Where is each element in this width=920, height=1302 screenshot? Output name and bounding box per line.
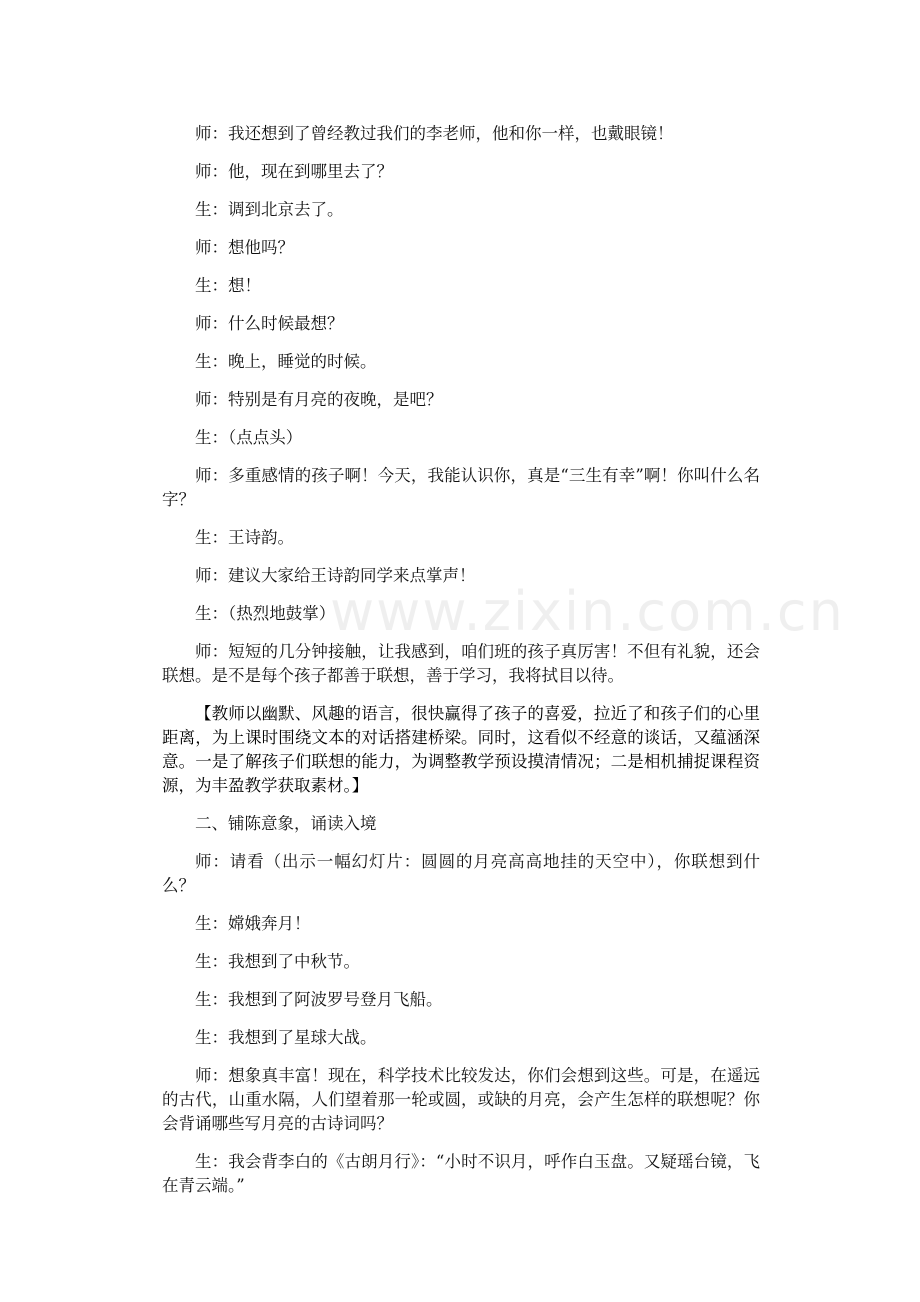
dialogue-paragraph: 生：晚上，睡觉的时候。 [195, 352, 377, 371]
dialogue-paragraph: 师：建议大家给王诗韵同学来点掌声！ [195, 566, 476, 585]
dialogue-paragraph: 生：我会背李白的《古朗月行》：“小时不识月，呼作白玉盘。又疑瑶台镜，飞在青云端。” [162, 1152, 760, 1195]
section-heading: 二、铺陈意象，诵读入境 [195, 814, 377, 833]
dialogue-paragraph: 师：我还想到了曾经教过我们的李老师，他和你一样，也戴眼镜！ [195, 124, 674, 143]
dialogue-paragraph: 师：他，现在到哪里去了？ [195, 162, 393, 181]
dialogue-paragraph: 生：嫦娥奔月！ [195, 914, 311, 933]
document-body [162, 122, 760, 1212]
dialogue-paragraph: 生：（点点头） [195, 428, 303, 447]
dialogue-paragraph: 师：多重感情的孩子啊！今天，我能认识你，真是“三生有幸”啊！你叫什么名字？ [162, 466, 760, 509]
dialogue-paragraph: 生：我想到了阿波罗号登月飞船。 [195, 990, 443, 1009]
watermark: www.zixin.com.cn [330, 580, 845, 643]
dialogue-paragraph: 师：短短的几分钟接触，让我感到，咱们班的孩子真厉害！不但有礼貌，还会联想。是不是每个孩子都善于联想，善于学习，我将拭目以待。 [162, 642, 760, 685]
dialogue-paragraph: 师：想象真丰富！现在，科学技术比较发达，你们会想到这些。可是，在遥远的古代，山重水隔，人们望着那一轮或圆，或缺的月亮，会产生怎样的联想呢？你会背诵哪些写月亮的古诗词吗？ [162, 1066, 760, 1133]
dialogue-paragraph: 师：什么时候最想？ [195, 314, 344, 333]
dialogue-paragraph: 生：王诗韵。 [195, 528, 294, 547]
dialogue-paragraph: 生：我想到了星球大战。 [195, 1028, 377, 1047]
dialogue-paragraph: 师：想他吗？ [195, 238, 294, 257]
dialogue-paragraph: 生：想！ [195, 276, 261, 295]
dialogue-paragraph: 师：请看（出示一幅幻灯片：圆圆的月亮高高地挂的天空中），你联想到什么？ [162, 852, 760, 895]
dialogue-paragraph: 生：调到北京去了。 [195, 200, 344, 219]
teaching-commentary: 【教师以幽默、风趣的语言，很快赢得了孩子的喜爱，拉近了和孩子们的心里距离，为上课时围绕文本的对话搭建桥梁。同时，这看似不经意的谈话，又蕴涵深意。一是了解孩子们联想的能力，为调整教学预设摸清情况；二是相机捕捉课程资源，为丰盈教学获取素材。】 [162, 704, 760, 795]
dialogue-paragraph: 生：（热烈地鼓掌） [195, 604, 336, 623]
dialogue-paragraph: 师：特别是有月亮的夜晚，是吧？ [195, 390, 443, 409]
dialogue-paragraph: 生：我想到了中秋节。 [195, 952, 360, 971]
